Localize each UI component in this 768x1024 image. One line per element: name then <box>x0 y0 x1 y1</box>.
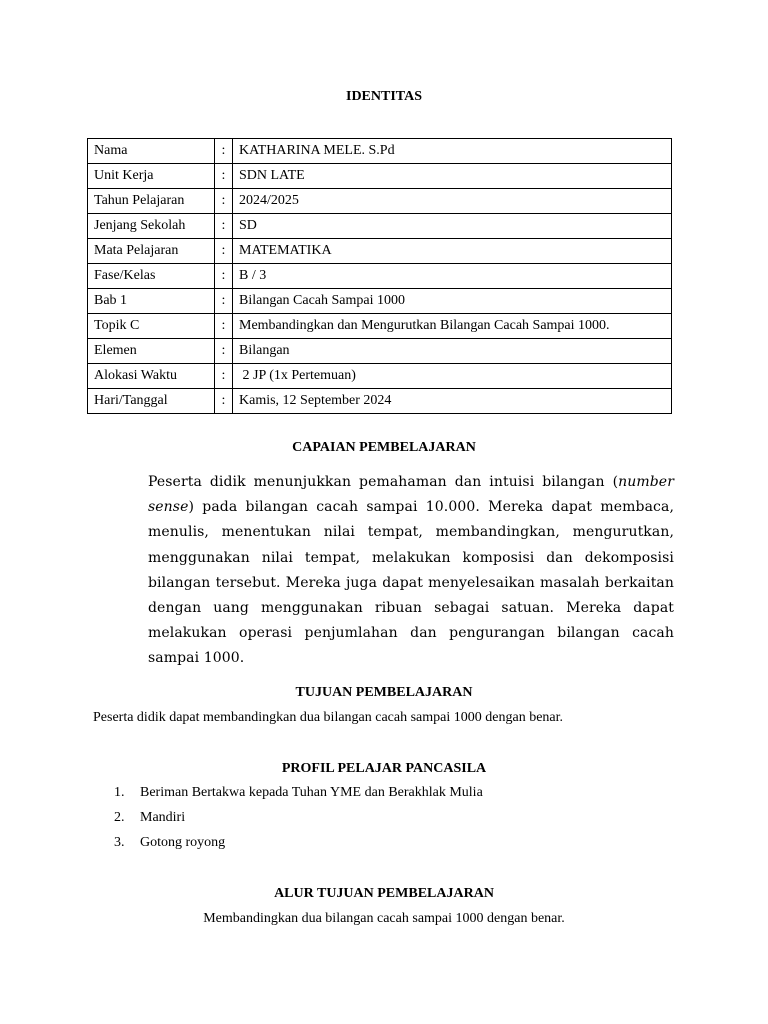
list-item <box>114 834 483 859</box>
alur-heading: ALUR TUJUAN PEMBELAJARAN <box>274 886 494 901</box>
row-label: Alokasi Waktu <box>88 364 215 389</box>
list-text: Mandiri <box>140 810 186 825</box>
list-number: 2. <box>114 810 125 825</box>
identitas-heading: IDENTITAS <box>346 89 422 104</box>
profil-heading: PROFIL PELAJAR PANCASILA <box>281 761 487 776</box>
row-value: SDN LATE <box>233 164 672 189</box>
tujuan-text: Peserta didik dapat membandingkan dua bilangan cacah sampai 1000 dengan benar. <box>93 710 564 725</box>
row-colon: : <box>215 364 233 389</box>
table-row <box>88 364 672 389</box>
row-colon: : <box>215 214 233 239</box>
row-colon: : <box>215 164 233 189</box>
table-row <box>88 289 672 314</box>
list-number: 1. <box>114 785 125 800</box>
list-number: 3. <box>114 835 125 850</box>
row-label: Fase/Kelas <box>88 264 215 289</box>
row-label: Jenjang Sekolah <box>88 214 215 239</box>
table-row <box>88 164 672 189</box>
row-colon: : <box>215 339 233 364</box>
table-row <box>88 264 672 289</box>
row-value: 2024/2025 <box>233 189 672 214</box>
list-text: Beriman Bertakwa kepada Tuhan YME dan Berakhlak Mulia <box>140 785 483 800</box>
row-label: Mata Pelajaran <box>88 239 215 264</box>
row-colon: : <box>215 189 233 214</box>
row-value: B / 3 <box>233 264 672 289</box>
tujuan-heading: TUJUAN PEMBELAJARAN <box>295 685 473 700</box>
table-row <box>88 389 672 414</box>
row-colon: : <box>215 264 233 289</box>
row-colon: : <box>215 289 233 314</box>
row-value: Membandingkan dan Mengurutkan Bilangan Cacah Sampai 1000. <box>233 314 672 339</box>
list-item <box>114 784 483 809</box>
table-row <box>88 339 672 364</box>
profil-list <box>114 784 483 859</box>
row-value: Bilangan Cacah Sampai 1000 <box>233 289 672 314</box>
list-item <box>114 809 483 834</box>
row-value: MATEMATIKA <box>233 239 672 264</box>
row-value: Kamis, 12 September 2024 <box>233 389 672 414</box>
capaian-text-after: ) pada bilangan cacah sampai 10.000. Mereka dapat membaca, menulis, menentukan nilai tempat, membandingkan, mengurutkan, menggunakan nilai tempat, melakukan komposisi dan dekomposisi bilangan tersebut. Mereka juga dapat menyelesaikan masalah berkaitan dengan uang menggunakan ribuan sebagai satuan. Mereka dapat melakukan operasi penjumlahan dan pengurangan bilangan cacah sampai 1000. <box>148 499 674 667</box>
table-row <box>88 189 672 214</box>
identitas-table <box>87 138 672 414</box>
row-label: Topik C <box>88 314 215 339</box>
alur-text: Membandingkan dua bilangan cacah sampai 1000 dengan benar. <box>203 911 565 926</box>
capaian-paragraph <box>148 470 674 672</box>
row-colon: : <box>215 389 233 414</box>
row-label: Elemen <box>88 339 215 364</box>
row-label: Tahun Pelajaran <box>88 189 215 214</box>
row-colon: : <box>215 239 233 264</box>
table-row <box>88 239 672 264</box>
capaian-text-before: Peserta didik menunjukkan pemahaman dan intuisi bilangan ( <box>148 474 619 490</box>
capaian-text-italic: number sense <box>148 474 674 516</box>
row-value: Bilangan <box>233 339 672 364</box>
table-row <box>88 214 672 239</box>
row-value: KATHARINA MELE. S.Pd <box>233 139 672 164</box>
table-row <box>88 314 672 339</box>
capaian-heading: CAPAIAN PEMBELAJARAN <box>292 440 476 455</box>
row-value: 2 JP (1x Pertemuan) <box>233 364 672 389</box>
row-label: Bab 1 <box>88 289 215 314</box>
list-text: Gotong royong <box>140 835 226 850</box>
row-value: SD <box>233 214 672 239</box>
row-label: Unit Kerja <box>88 164 215 189</box>
row-colon: : <box>215 139 233 164</box>
row-label: Nama <box>88 139 215 164</box>
row-label: Hari/Tanggal <box>88 389 215 414</box>
table-row <box>88 139 672 164</box>
row-colon: : <box>215 314 233 339</box>
